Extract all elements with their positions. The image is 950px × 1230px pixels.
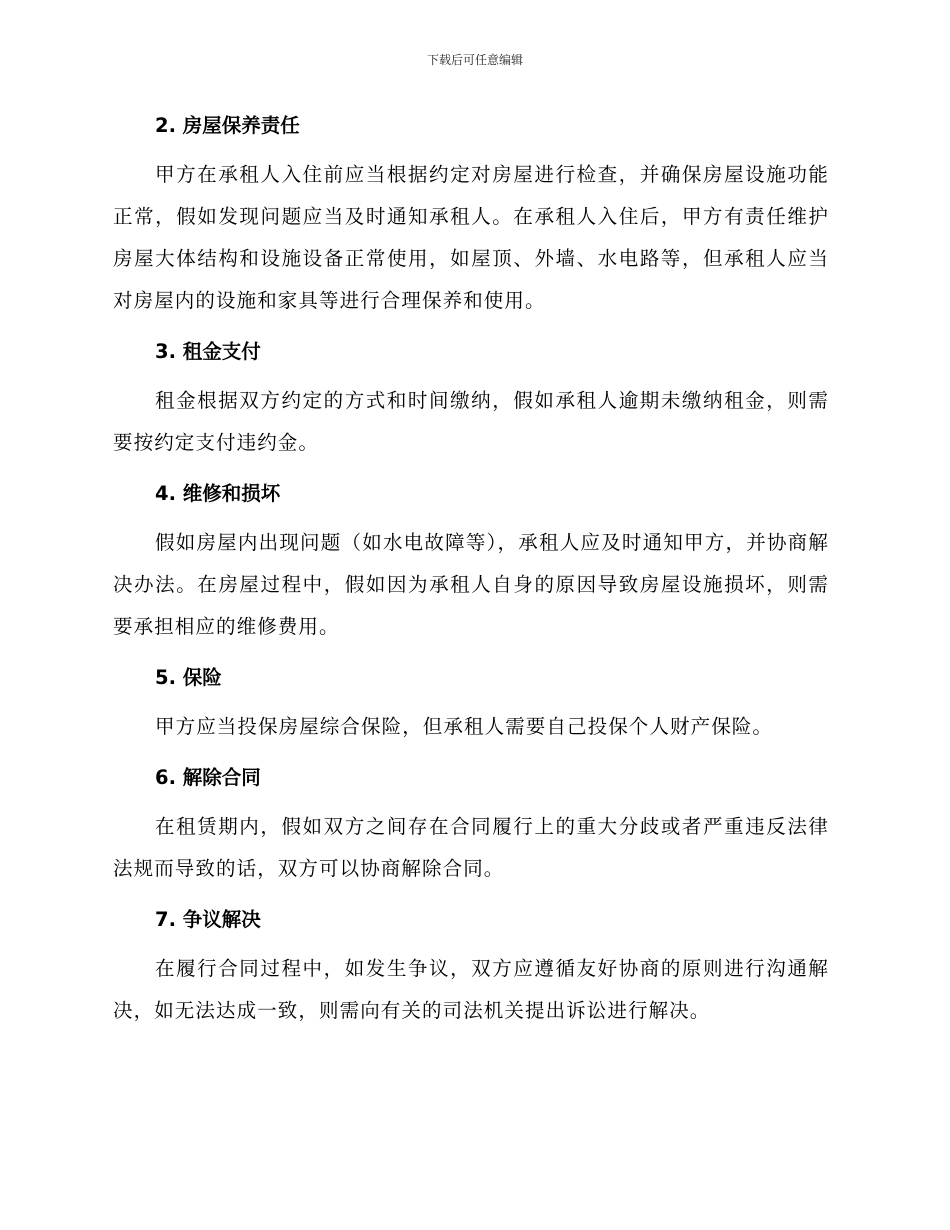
section-paragraph: 租金根据双方约定的方式和时间缴纳，假如承租人逾期未缴纳租金，则需要按约定支付违约金。 — [113, 389, 829, 454]
document-body — [113, 106, 829, 1042]
section-paragraph: 在履行合同过程中，如发生争议，双方应遵循友好协商的原则进行沟通解决，如无法达成一致，则需向有关的司法机关提出诉讼进行解决。 — [113, 957, 829, 1022]
page-header: 下载后可任意编辑 — [426, 53, 523, 67]
section-dispute-resolution — [113, 900, 829, 1032]
section-repair-damage — [113, 474, 829, 648]
section-heading: 3. 租金支付 — [155, 340, 261, 363]
section-paragraph: 假如房屋内出现问题（如水电故障等），承租人应及时通知甲方，并协商解决办法。在房屋过程中，假如因为承租人自身的原因导致房屋设施损坏，则需要承担相应的维修费用。 — [113, 531, 829, 638]
section-contract-termination — [113, 758, 829, 890]
section-heading: 4. 维修和损坏 — [155, 482, 281, 505]
section-paragraph: 甲方在承租人入住前应当根据约定对房屋进行检查，并确保房屋设施功能正常，假如发现问题应当及时通知承租人。在承租人入住后，甲方有责任维护房屋大体结构和设施设备正常使用，如屋顶、外墙、水电路等，但承租人应当对房屋内的设施和家具等进行合理保养和使用。 — [113, 163, 829, 312]
section-insurance — [113, 658, 829, 748]
section-heading: 2. 房屋保养责任 — [155, 114, 300, 137]
section-paragraph: 甲方应当投保房屋综合保险，但承租人需要自己投保个人财产保险。 — [155, 715, 774, 738]
section-house-maintenance — [113, 106, 829, 322]
section-rent-payment — [113, 332, 829, 464]
section-heading: 6. 解除合同 — [155, 766, 261, 789]
section-heading: 7. 争议解决 — [155, 908, 261, 931]
section-paragraph: 在租赁期内，假如双方之间存在合同履行上的重大分歧或者严重违反法律法规而导致的话，双方可以协商解除合同。 — [113, 815, 829, 880]
section-heading: 5. 保险 — [155, 666, 222, 689]
